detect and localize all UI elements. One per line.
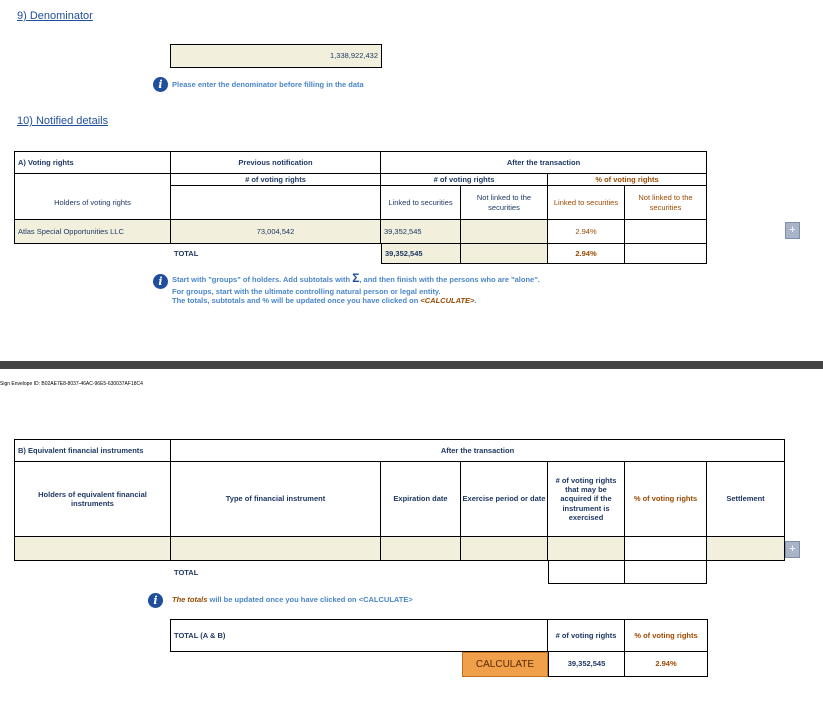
after-transaction-header-b: After the transaction [171,439,785,462]
num-acquired-header: # of voting rights that may be acquired if the instrument is exercised [548,462,625,537]
denominator-info: Please enter the denominator before filling in the data [172,80,364,89]
settlement-header: Settlement [707,462,785,537]
exercise-cell[interactable] [461,537,548,561]
voting-rights-title: A) Voting rights [14,151,171,174]
notified-details-heading: 10) Notified details [17,115,109,127]
sigma-icon: Σ [352,271,360,285]
financial-instruments-table [14,439,785,584]
after-transaction-header: After the transaction [381,151,707,174]
total-pct-b [625,561,707,584]
previous-notification-header: Previous notification [171,151,381,174]
total-ab-num: 39,352,545 [548,652,625,677]
holders-instruments-header: Holders of equivalent financial instruments [14,462,171,537]
linked-num-cell[interactable]: 39,352,545 [381,220,461,244]
info-icon: i [153,77,168,92]
total-ab-pct-header: % of voting rights [625,619,708,652]
not-linked-num-header: Not linked to the securities [461,186,548,220]
exercise-period-header: Exercise period or date [461,462,548,537]
voting-rights-table [14,151,707,264]
holder-name-cell[interactable]: Atlas Special Opportunities LLC [14,220,171,244]
add-row-button[interactable]: + [785,222,800,239]
add-row-button[interactable]: + [785,541,800,558]
instrument-holder-cell[interactable] [14,537,171,561]
not-linked-pct-cell [625,220,707,244]
expiration-cell[interactable] [381,537,461,561]
holders-header: Holders of voting rights [14,186,171,220]
instruments-info: The totals will be updated once you have clicked on <CALCULATE> [172,595,413,604]
expiration-header: Expiration date [381,462,461,537]
not-linked-pct-header: Not linked to the securities [625,186,707,220]
instruments-title: B) Equivalent financial instruments [14,439,171,462]
info-icon: i [148,593,163,608]
num-acquired-cell[interactable] [548,537,625,561]
pct-header-b: % of voting rights [625,462,707,537]
voting-rights-info: Start with "groups" of holders. Add subtotals with Σ, and then finish with the persons who are "alone". For groups, start with the ultimate controlling natural person or legal entity. The totals, subtotals and % will be updated once you have clicked on <CALCULATE>. [172,271,540,306]
total-label-b: TOTAL [174,567,199,577]
denominator-field[interactable]: 1,338,922,432 [170,44,382,68]
pct-voting-rights-header: % of voting rights [548,174,707,186]
type-instrument-header: Type of financial instrument [171,462,381,537]
total-num-b [548,561,625,584]
previous-notification-cell[interactable]: 73,004,542 [171,220,381,244]
info-icon: i [153,274,168,289]
total-num-cell: 39,352,545 [381,244,461,264]
pct-cell-b [625,537,707,561]
linked-pct-header: Linked to securities [548,186,625,220]
total-label: TOTAL [174,249,199,259]
total-ab-pct: 2.94% [625,652,708,677]
prev-num-voting-rights-header: # of voting rights [171,174,381,186]
total-ab-num-header: # of voting rights [548,619,625,652]
page-divider [0,361,823,369]
total-ab-label: TOTAL (A & B) [170,619,548,652]
not-linked-num-cell[interactable] [461,220,548,244]
total-pct-cell: 2.94% [548,244,625,264]
linked-pct-cell: 2.94% [548,220,625,244]
total-ab-table [170,619,708,677]
instrument-type-cell[interactable] [171,537,381,561]
settlement-cell[interactable] [707,537,785,561]
linked-num-header: Linked to securities [381,186,461,220]
denominator-heading: 9) Denominator [17,10,93,22]
calculate-button[interactable]: CALCULATE [462,652,548,677]
num-voting-rights-header: # of voting rights [381,174,548,186]
envelope-id: Sign Envelope ID: B02AE7E8-8037-46AC-96E5-630037AF18C4 [0,381,143,387]
